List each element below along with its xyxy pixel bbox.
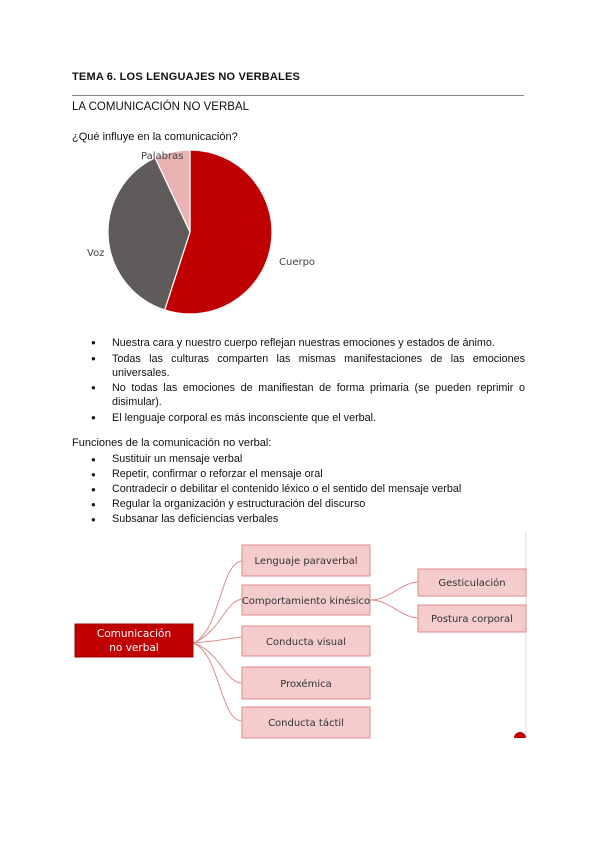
branch-label: Lenguaje paraverbal <box>254 556 358 567</box>
pie-chart <box>60 145 360 335</box>
concept-diagram <box>70 533 535 743</box>
list-item: ● Subsanar las deficiencias verbales <box>91 512 525 527</box>
sub-branch-label: Postura corporal <box>431 614 513 625</box>
section-subtitle: LA COMUNICACIÓN NO VERBAL <box>72 101 250 113</box>
functions-title: Funciones de la comunicación no verbal: <box>72 437 272 449</box>
document-title: TEMA 6. LOS LENGUAJES NO VERBALES <box>72 71 301 83</box>
pie-label-voz: Voz <box>87 248 105 259</box>
root-label-line1: Comunicación <box>96 628 172 640</box>
pie-label-palabras: Palabras <box>141 151 184 162</box>
list-item: ● Nuestra cara y nuestro cuerpo reflejan nuestras emociones y estados de ánimo. <box>91 336 525 350</box>
list-item: ● Regular la organización y estructuración del discurso <box>91 497 525 512</box>
functions-bullet-list <box>91 452 525 527</box>
list-item: ● Todas las culturas comparten las mismas manifestaciones de las emociones universales. <box>91 352 525 380</box>
pie-label-cuerpo: Cuerpo <box>279 257 316 268</box>
list-item: ● Sustituir un mensaje verbal <box>91 452 525 467</box>
branch-label: Conducta visual <box>266 637 346 648</box>
root-label-line2: no verbal <box>109 642 159 654</box>
branch-label: Comportamiento kinésico <box>241 596 371 607</box>
list-item: ● No todas las emociones de manifiestan de forma primaria (se pueden reprimir o disimular). <box>91 381 525 409</box>
emotion-bullet-list <box>91 336 525 426</box>
branch-label: Conducta táctil <box>268 718 344 729</box>
title-divider <box>72 95 524 96</box>
list-item: ● Repetir, confirmar o reforzar el mensaje oral <box>91 467 525 482</box>
list-item: ● Contradecir o debilitar el contenido léxico o el sentido del mensaje verbal <box>91 482 525 497</box>
chart-question: ¿Qué influye en la comunicación? <box>72 131 238 143</box>
list-item: ● El lenguaje corporal es más inconsciente que el verbal. <box>91 411 525 425</box>
corner-logo-icon <box>514 732 526 738</box>
branch-label: Proxémica <box>280 679 332 690</box>
sub-branch-label: Gesticulación <box>438 578 506 589</box>
